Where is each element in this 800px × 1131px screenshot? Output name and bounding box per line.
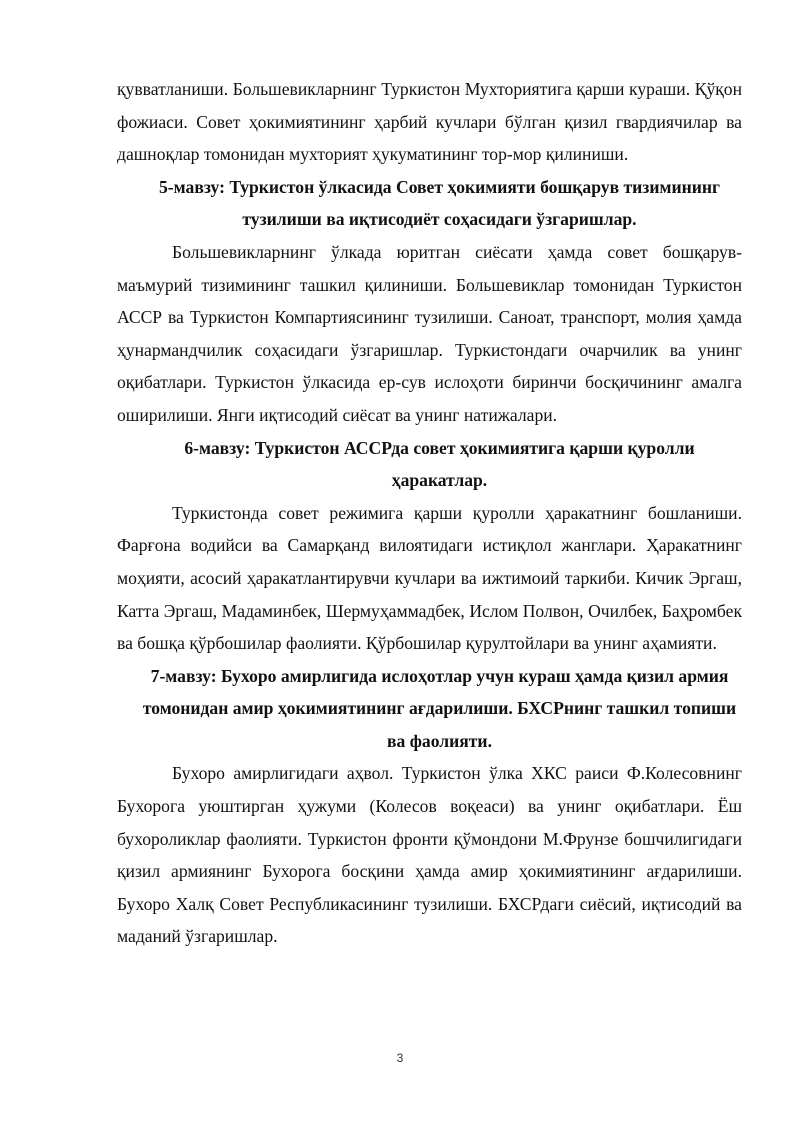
topic-7-heading: 7-мавзу: Бухоро амирлигида ислоҳотлар учун кураш ҳамда қизил армия томонидан амир ҳокимиятининг ағдарилиши. БХСРнинг ташкил топиши ва фаолияти. — [142, 665, 737, 751]
page-number: 3 — [396, 1051, 404, 1065]
topic-7-body: Бухоро амирлигидаги аҳвол. Туркистон ўлка ХКС раиси Ф.Колесовнинг Бухорога уюштирган ҳужуми (Колесов воқеаси) ва унинг оқибатлари. Ёш бухороликлар фаолияти. Туркистон фронти қўмондони М.Фрунзе бошчилигидаги қизил армиянинг Бухорога босқини ҳамда амир ҳокимиятининг ағдарилиши. Бухоро Халқ Совет Республикасининг тузилиши. БХСРдаги сиёсий, иқтисодий ва маданий ўзгаришлар. — [117, 763, 742, 947]
topic-5-heading: 5-мавзу: Туркистон ўлкасида Совет ҳокимияти бошқарув тизимининг тузилиши ва иқтисодиёт соҳасидаги ўзгаришлар. — [159, 176, 720, 230]
intro-paragraph: қувватланиши. Большевикларнинг Туркистон Мухториятига қарши кураши. Қўқон фожиаси. Совет ҳокимиятининг ҳарбий кучлари бўлган қизил гвардиячилар ва дашноқлар томонидан мухторият ҳукуматининг тор-мор қилиниши. — [117, 79, 742, 165]
topic-6-heading: 6-мавзу: Туркистон АССРда совет ҳокимиятига қарши қуролли ҳаракатлар. — [184, 437, 695, 491]
document-page — [117, 73, 742, 953]
topic-6-body: Туркистонда совет режимига қарши қуролли ҳаракатнинг бошланиши. Фарғона водийси ва Самарқанд вилоятидаги истиқлол жанглари. Ҳаракатнинг моҳияти, асосий ҳаракатлантирувчи кучлари ва ижтимоий таркиби. Кичик Эргаш, Катта Эргаш, Мадаминбек, Шермуҳаммадбек, Ислом Полвон, Очилбек, Баҳромбек ва бошқа қўрбошилар фаолияти. Қўрбошилар қурултойлари ва унинг аҳамияти. — [117, 502, 742, 654]
topic-5-body: Большевикларнинг ўлкада юритган сиёсати ҳамда совет бошқарув-маъмурий тизимининг ташкил қилиниши. Большевиклар томонидан Туркистон АССР ва Туркистон Компартиясининг тузилиши. Саноат, транспорт, молия ҳамда ҳунармандчилик соҳасидаги ўзгаришлар. Туркистондаги очарчилик ва унинг оқибатлари. Туркистон ўлкасида ер-сув ислоҳоти биринчи босқичининг амалга оширилиши. Янги иқтисодий сиёсат ва унинг натижалари. — [117, 241, 742, 425]
